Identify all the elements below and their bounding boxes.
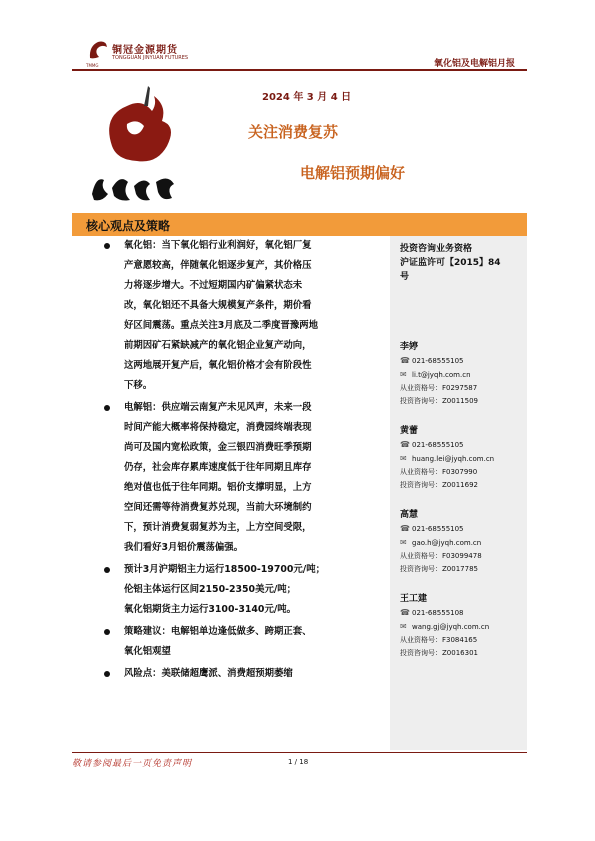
bullet-line: 我们看好3月铝价震荡偏强。 [124, 542, 244, 553]
bullet-line: 尚可及国内宽松政策，金三银四消费旺季预期 [124, 442, 312, 453]
bullet-line: 氧化铝：当下氧化铝行业利润好，氧化铝厂复 [124, 240, 312, 251]
analyst-email[interactable]: li.t@jyqh.com.cn [412, 371, 471, 379]
analyst-advisory-id: 投资咨询号：Z0011692 [400, 481, 478, 489]
bullet-line: 氧化铝期货主力运行3100-3140元/吨。 [124, 604, 297, 615]
bullet-dot-icon [104, 671, 110, 677]
bullet-alumina [72, 236, 390, 396]
phone-icon: ☎ [400, 608, 410, 617]
bullet-dot-icon [104, 567, 110, 573]
brand-abbr: TMMG [86, 63, 99, 68]
bullet-line: 电解铝：供应端云南复产未见风声，未来一段 [124, 402, 312, 413]
brand-name-en: TONGGUAN JINYUAN FUTURES [112, 55, 189, 61]
bullet-risk [72, 664, 390, 684]
qualification [400, 242, 517, 284]
analyst-card [400, 592, 517, 660]
core-views [72, 236, 390, 686]
bullet-dot-icon [104, 405, 110, 411]
bullet-dot-icon [104, 629, 110, 635]
report-date: 2024 年 3 月 4 日 [262, 92, 352, 103]
bullet-line: 策略建议：电解铝单边逢低做多、跨期正套、 [124, 626, 312, 637]
cover-artwork [82, 76, 192, 216]
analyst-phone: 021-68555105 [412, 357, 464, 365]
qualification-line: 沪证监许可【2015】84 [400, 258, 501, 268]
analyst-email[interactable]: gao.h@jyqh.com.cn [412, 539, 482, 547]
analyst-sidebar [390, 236, 527, 750]
report-title-line2: 电解铝预期偏好 [300, 164, 406, 182]
bullet-line: 预计3月沪期铝主力运行18500-19700元/吨； [124, 564, 325, 575]
bullet-line: 改，氧化铝还不具备大规模复产条件，期价看 [124, 300, 312, 311]
analyst-advisory-id: 投资咨询号：Z0011509 [400, 397, 478, 405]
bullet-line: 下移。 [124, 380, 153, 391]
bullet-line: 仍存，社会库存累库速度低于往年同期且库存 [124, 462, 312, 473]
phone-icon: ☎ [400, 440, 410, 449]
analyst-phone: 021-68555108 [412, 609, 464, 617]
analyst-phone: 021-68555105 [412, 441, 464, 449]
bullet-aluminum [72, 398, 390, 558]
bullet-line: 力将逐步增大。不过短期国内矿偏紧状态未 [124, 280, 303, 291]
bullet-line: 好区间震荡。重点关注3月底及二季度晋豫两地 [124, 320, 319, 331]
analyst-phone: 021-68555105 [412, 525, 464, 533]
analyst-card [400, 340, 517, 408]
bullet-line: 前期因矿石紧缺减产的氧化铝企业复产动向， [124, 340, 312, 351]
report-title-line1: 关注消费复苏 [248, 123, 339, 141]
bullet-line: 下，预计消费复弱复苏为主，上方空间受限， [124, 522, 312, 533]
email-icon: ✉ [400, 622, 407, 631]
analyst-card [400, 508, 517, 576]
report-type: 氧化铝及电解铝月报 [433, 59, 515, 69]
header-divider [72, 69, 527, 71]
bullet-forecast [72, 560, 390, 620]
analyst-license: 从业资格号：F0297587 [400, 384, 478, 392]
bullet-line: 空间还需等待消费复苏兑现，当前大环境制约 [124, 502, 312, 513]
brand-logo-icon [86, 38, 110, 64]
brand-name: 铜冠金源期货 [112, 45, 178, 56]
analyst-name: 王工建 [400, 594, 428, 604]
analyst-email[interactable]: huang.lei@jyqh.com.cn [412, 455, 495, 463]
analyst-license: 从业资格号：F0307990 [400, 468, 478, 476]
email-icon: ✉ [400, 370, 407, 379]
section-title: 核心观点及策略 [86, 219, 171, 233]
analyst-name: 李婷 [400, 342, 419, 352]
bullet-line: 伦铝主体运行区间2150-2350美元/吨； [124, 584, 297, 595]
analyst-advisory-id: 投资咨询号：Z0016301 [400, 649, 478, 657]
analyst-license: 从业资格号：F3084165 [400, 636, 478, 644]
qualification-line: 投资咨询业务资格 [400, 244, 473, 254]
analyst-advisory-id: 投资咨询号：Z0017785 [400, 565, 478, 573]
analyst-email[interactable]: wang.gj@jyqh.com.cn [412, 623, 490, 631]
phone-icon: ☎ [400, 356, 410, 365]
bullet-line: 这两地展开复产后，氧化铝价格才会有阶段性 [124, 360, 312, 371]
bullet-line: 氧化铝观望 [124, 646, 171, 657]
email-icon: ✉ [400, 538, 407, 547]
footer-divider [72, 752, 527, 753]
disclaimer-note: 敬请参阅最后一页免责声明 [72, 759, 193, 769]
phone-icon: ☎ [400, 524, 410, 533]
qualification-line: 号 [400, 272, 410, 282]
bullet-line: 绝对值也低于往年同期。铝价支撑明显，上方 [124, 482, 312, 493]
bullet-dot-icon [104, 243, 110, 249]
page-number: 1 / 18 [288, 758, 309, 766]
bullet-strategy [72, 622, 390, 662]
bullet-line: 风险点：美联储超鹰派、消费超预期萎缩 [124, 668, 293, 679]
analyst-name: 高慧 [400, 510, 419, 520]
analyst-name: 黄蕾 [400, 426, 419, 436]
page-header [72, 38, 527, 70]
bullet-line: 产意愿较高，伴随氧化铝逐步复产，其价格压 [124, 260, 312, 271]
analyst-license: 从业资格号：F03099478 [400, 552, 482, 560]
bullet-line: 时间产能大概率将保持稳定，消费园终端表现 [124, 422, 312, 433]
section-header [72, 213, 527, 236]
email-icon: ✉ [400, 454, 407, 463]
analyst-card [400, 424, 517, 492]
